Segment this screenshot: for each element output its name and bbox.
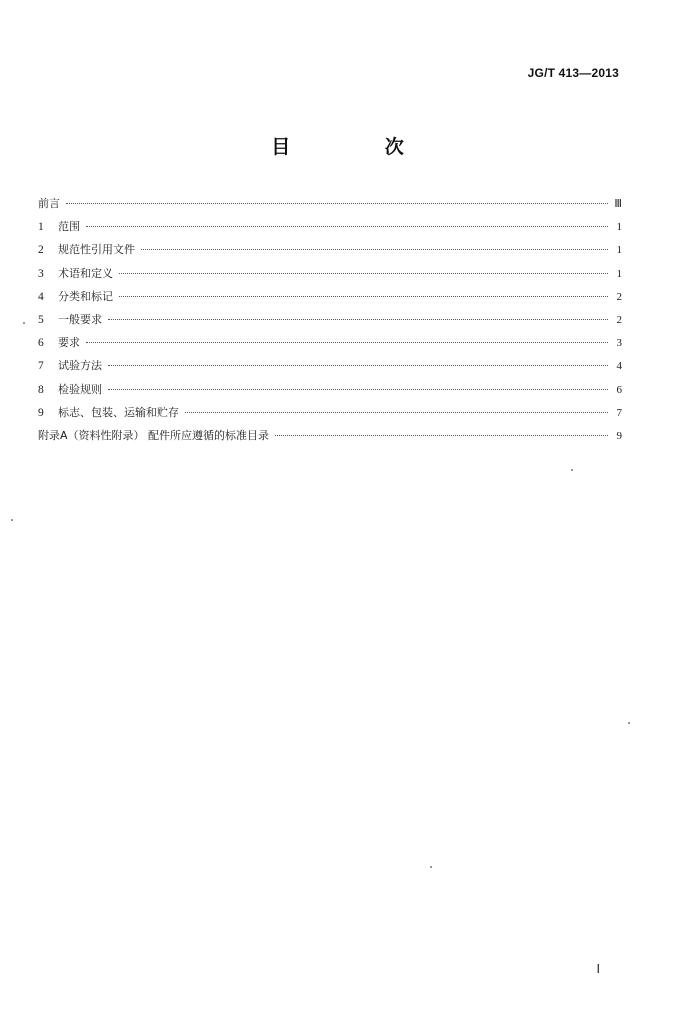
toc-entry-page: Ⅲ: [614, 198, 622, 210]
toc-entry-page: 4: [616, 360, 622, 373]
table-of-contents: [38, 192, 622, 447]
toc-entry-test-methods[interactable]: [38, 354, 622, 377]
toc-entry-page: 1: [616, 221, 622, 234]
scan-speck: [571, 469, 573, 471]
page-number: Ⅰ: [596, 962, 600, 976]
toc-entry-number: 3: [38, 267, 44, 280]
toc-entry-page: 6: [616, 383, 622, 396]
toc-entry-number: 4: [38, 290, 44, 303]
toc-entry-page: 1: [616, 244, 622, 257]
scan-speck: [11, 519, 13, 521]
toc-entry-terms-definitions[interactable]: [38, 262, 622, 285]
toc-entry-label: 规范性引用文件: [58, 243, 135, 257]
toc-entry-number: 9: [38, 406, 44, 419]
toc-entry-page: 9: [616, 429, 622, 442]
toc-entry-classification[interactable]: [38, 285, 622, 308]
toc-entry-page: 2: [616, 290, 622, 303]
toc-entry-label: 试验方法: [58, 359, 102, 373]
toc-entry-scope[interactable]: [38, 215, 622, 238]
toc-entry-number: 1: [38, 221, 44, 234]
toc-entry-page: 3: [616, 337, 622, 350]
toc-entry-number: 5: [38, 313, 44, 326]
toc-entry-number: 6: [38, 337, 44, 350]
scan-speck: [430, 866, 432, 868]
toc-leader-dots: [141, 248, 608, 250]
scan-speck: [628, 722, 630, 724]
toc-title: 目 次: [271, 136, 448, 158]
toc-entry-number: 7: [38, 360, 44, 373]
toc-leader-dots: [108, 318, 608, 320]
toc-entry-marking-packaging[interactable]: [38, 401, 622, 424]
toc-leader-dots: [86, 225, 608, 227]
toc-leader-dots: [108, 364, 608, 366]
toc-entry-annex-a[interactable]: [38, 424, 622, 447]
toc-entry-inspection-rules[interactable]: [38, 378, 622, 401]
toc-leader-dots: [119, 295, 608, 297]
toc-entry-label: 附录A（资料性附录） 配件所应遵循的标准目录: [38, 428, 270, 442]
toc-entry-label: 术语和定义: [58, 266, 113, 280]
toc-entry-foreword[interactable]: [38, 192, 622, 215]
toc-entry-label: 前言: [38, 197, 60, 210]
toc-leader-dots: [275, 434, 608, 436]
toc-leader-dots: [119, 272, 608, 274]
toc-entry-normative-references[interactable]: [38, 238, 622, 261]
toc-entry-general-requirements[interactable]: [38, 308, 622, 331]
toc-entry-number: 8: [38, 383, 44, 396]
toc-leader-dots: [108, 388, 608, 390]
toc-leader-dots: [185, 411, 608, 413]
toc-entry-label: 标志、包装、运输和贮存: [58, 405, 179, 419]
scan-speck: [23, 322, 25, 324]
toc-entry-label: 要求: [58, 336, 80, 350]
toc-entry-page: 1: [616, 267, 622, 280]
toc-leader-dots: [66, 202, 608, 204]
toc-entry-label: 范围: [58, 220, 80, 234]
toc-leader-dots: [86, 341, 608, 343]
toc-entry-page: 7: [616, 406, 622, 419]
toc-entry-requirements[interactable]: [38, 331, 622, 354]
toc-entry-label: 检验规则: [58, 382, 102, 396]
toc-entry-label: 一般要求: [58, 312, 102, 326]
toc-entry-label: 分类和标记: [58, 289, 113, 303]
toc-entry-page: 2: [616, 313, 622, 326]
toc-entry-number: 2: [38, 244, 44, 257]
standard-code: JG/T 413—2013: [527, 66, 619, 80]
